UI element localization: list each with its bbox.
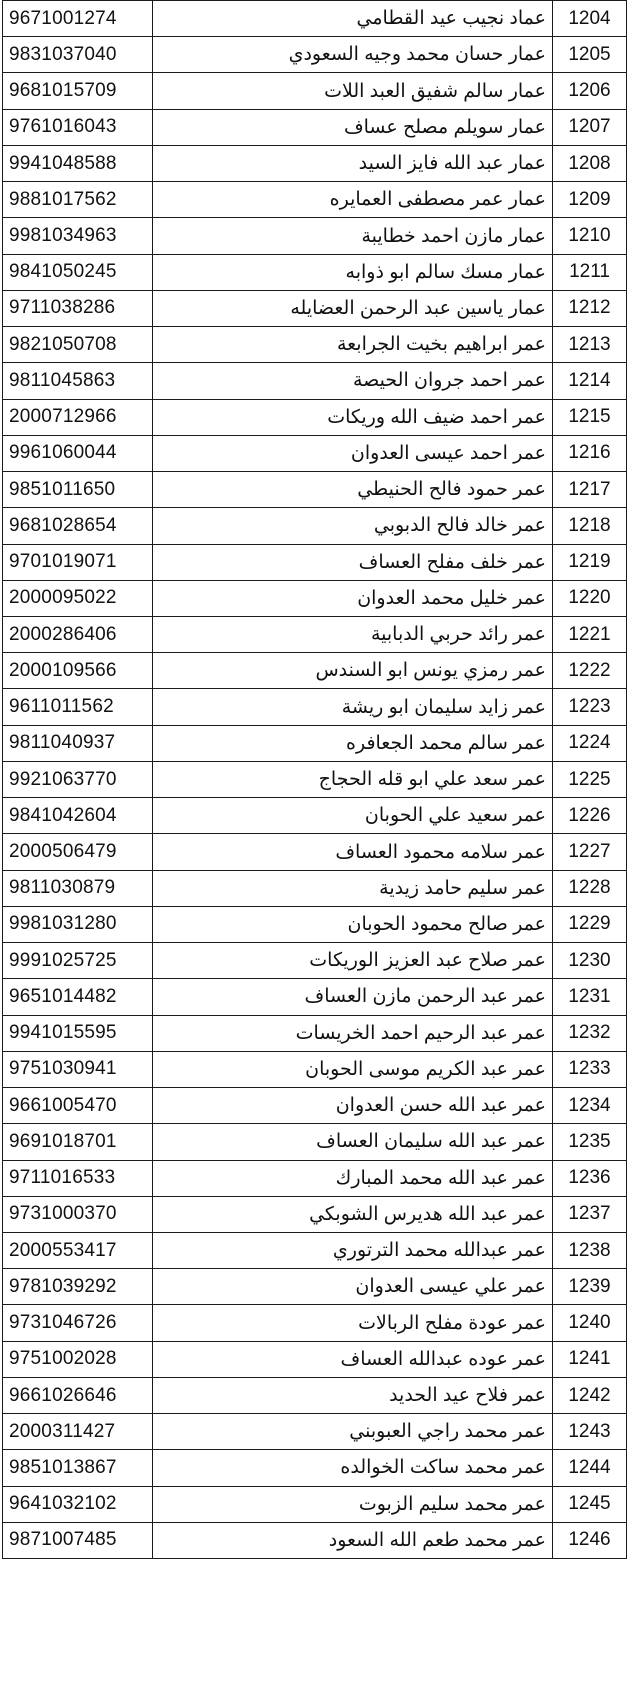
table-row: [3, 1124, 627, 1160]
full-name-cell: عمر محمد راجي العبوبني: [153, 1414, 553, 1450]
serial-number-cell: 1227: [553, 834, 627, 870]
national-id-cell: 9811030879: [3, 870, 153, 906]
table-row: [3, 761, 627, 797]
table-row: [3, 1088, 627, 1124]
full-name-cell: عمر صلاح عبد العزيز الوريكات: [153, 943, 553, 979]
full-name-cell: عمار حسان محمد وجيه السعودي: [153, 37, 553, 73]
serial-number-cell: 1219: [553, 544, 627, 580]
full-name-cell: عمر فلاح عيد الحديد: [153, 1377, 553, 1413]
table-row: [3, 472, 627, 508]
serial-number-cell: 1223: [553, 689, 627, 725]
serial-number-cell: 1217: [553, 472, 627, 508]
serial-number-cell: 1231: [553, 979, 627, 1015]
national-id-cell: 9781039292: [3, 1269, 153, 1305]
full-name-cell: عمار سويلم مصلح عساف: [153, 109, 553, 145]
full-name-cell: عمر عبد الله محمد المبارك: [153, 1160, 553, 1196]
serial-number-cell: 1224: [553, 725, 627, 761]
full-name-cell: عمر رمزي يونس ابو السندس: [153, 653, 553, 689]
table-row: [3, 254, 627, 290]
full-name-cell: عمر علي عيسى العدوان: [153, 1269, 553, 1305]
serial-number-cell: 1210: [553, 218, 627, 254]
serial-number-cell: 1226: [553, 798, 627, 834]
table-row: [3, 1015, 627, 1051]
table-row: [3, 979, 627, 1015]
full-name-cell: عمر محمد ساكت الخوالده: [153, 1450, 553, 1486]
national-id-cell: 9981031280: [3, 906, 153, 942]
table-row: [3, 834, 627, 870]
full-name-cell: عمر عبد الله سليمان العساف: [153, 1124, 553, 1160]
table-row: [3, 363, 627, 399]
national-id-cell: 9611011562: [3, 689, 153, 725]
serial-number-cell: 1213: [553, 327, 627, 363]
full-name-cell: عمر عبد الرحيم احمد الخريسات: [153, 1015, 553, 1051]
document-sheet: [2, 0, 626, 1689]
national-id-cell: 2000095022: [3, 580, 153, 616]
national-id-cell: 9751002028: [3, 1341, 153, 1377]
table-row: [3, 1341, 627, 1377]
table-row: [3, 943, 627, 979]
serial-number-cell: 1243: [553, 1414, 627, 1450]
full-name-cell: عمر صالح محمود الحوبان: [153, 906, 553, 942]
table-row: [3, 1522, 627, 1558]
table-row: [3, 1269, 627, 1305]
table-row: [3, 73, 627, 109]
table-row: [3, 653, 627, 689]
table-row: [3, 580, 627, 616]
national-id-cell: 2000553417: [3, 1232, 153, 1268]
full-name-cell: عمار ياسين عبد الرحمن العضايله: [153, 290, 553, 326]
national-id-cell: 9651014482: [3, 979, 153, 1015]
national-id-cell: 9811040937: [3, 725, 153, 761]
full-name-cell: عمر محمد سليم الزبوت: [153, 1486, 553, 1522]
national-id-cell: 9691018701: [3, 1124, 153, 1160]
national-id-cell: 2000286406: [3, 616, 153, 652]
serial-number-cell: 1241: [553, 1341, 627, 1377]
national-id-cell: 9841042604: [3, 798, 153, 834]
full-name-cell: عمر رائد حربي الدبابية: [153, 616, 553, 652]
serial-number-cell: 1211: [553, 254, 627, 290]
table-row: [3, 616, 627, 652]
table-row: [3, 182, 627, 218]
national-id-cell: 2000109566: [3, 653, 153, 689]
full-name-cell: عمار مازن احمد خطايبة: [153, 218, 553, 254]
national-id-cell: 9941015595: [3, 1015, 153, 1051]
serial-number-cell: 1215: [553, 399, 627, 435]
full-name-cell: عمار سالم شفيق العبد اللات: [153, 73, 553, 109]
serial-number-cell: 1233: [553, 1051, 627, 1087]
serial-number-cell: 1245: [553, 1486, 627, 1522]
table-row: [3, 508, 627, 544]
full-name-cell: عمار عبد الله فايز السيد: [153, 145, 553, 181]
table-row: [3, 399, 627, 435]
serial-number-cell: 1242: [553, 1377, 627, 1413]
table-row: [3, 1377, 627, 1413]
table-row: [3, 290, 627, 326]
national-id-cell: 9731000370: [3, 1196, 153, 1232]
national-id-cell: 9881017562: [3, 182, 153, 218]
table-row: [3, 1232, 627, 1268]
full-name-cell: عمر ابراهيم بخيت الجرابعة: [153, 327, 553, 363]
full-name-cell: عمر عبد الله حسن العدوان: [153, 1088, 553, 1124]
national-id-cell: 9851011650: [3, 472, 153, 508]
full-name-cell: عماد نجيب عيد القطامي: [153, 1, 553, 37]
serial-number-cell: 1208: [553, 145, 627, 181]
serial-number-cell: 1206: [553, 73, 627, 109]
national-id-cell: 9921063770: [3, 761, 153, 797]
full-name-cell: عمر سالم محمد الجعافره: [153, 725, 553, 761]
serial-number-cell: 1230: [553, 943, 627, 979]
serial-number-cell: 1207: [553, 109, 627, 145]
serial-number-cell: 1214: [553, 363, 627, 399]
table-row: [3, 218, 627, 254]
serial-number-cell: 1225: [553, 761, 627, 797]
national-id-cell: 9821050708: [3, 327, 153, 363]
serial-number-cell: 1218: [553, 508, 627, 544]
full-name-cell: عمر محمد طعم الله السعود: [153, 1522, 553, 1558]
table-row: [3, 1, 627, 37]
national-id-cell: 9811045863: [3, 363, 153, 399]
full-name-cell: عمار مسك سالم ابو ذوابه: [153, 254, 553, 290]
serial-number-cell: 1221: [553, 616, 627, 652]
serial-number-cell: 1234: [553, 1088, 627, 1124]
full-name-cell: عمر عبد الكريم موسى الحوبان: [153, 1051, 553, 1087]
full-name-cell: عمر سلامه محمود العساف: [153, 834, 553, 870]
table-row: [3, 1160, 627, 1196]
national-id-cell: 9941048588: [3, 145, 153, 181]
full-name-cell: عمر عوده عبدالله العساف: [153, 1341, 553, 1377]
full-name-cell: عمر خالد فالح الدبوبي: [153, 508, 553, 544]
table-row: [3, 906, 627, 942]
names-table-body: [3, 1, 627, 1559]
national-id-cell: 9731046726: [3, 1305, 153, 1341]
national-id-cell: 9711016533: [3, 1160, 153, 1196]
full-name-cell: عمر عبد الله هديرس الشوبكي: [153, 1196, 553, 1232]
table-row: [3, 689, 627, 725]
serial-number-cell: 1236: [553, 1160, 627, 1196]
full-name-cell: عمر سعيد علي الحوبان: [153, 798, 553, 834]
serial-number-cell: 1240: [553, 1305, 627, 1341]
serial-number-cell: 1228: [553, 870, 627, 906]
national-id-cell: 9961060044: [3, 435, 153, 471]
national-id-cell: 2000712966: [3, 399, 153, 435]
table-row: [3, 870, 627, 906]
serial-number-cell: 1244: [553, 1450, 627, 1486]
full-name-cell: عمر زايد سليمان ابو ريشة: [153, 689, 553, 725]
serial-number-cell: 1237: [553, 1196, 627, 1232]
serial-number-cell: 1222: [553, 653, 627, 689]
serial-number-cell: 1220: [553, 580, 627, 616]
national-id-cell: 9681015709: [3, 73, 153, 109]
table-row: [3, 1414, 627, 1450]
national-id-cell: 2000311427: [3, 1414, 153, 1450]
table-row: [3, 1450, 627, 1486]
full-name-cell: عمر سليم حامد زيدية: [153, 870, 553, 906]
full-name-cell: عمر احمد ضيف الله وريكات: [153, 399, 553, 435]
full-name-cell: عمر سعد علي ابو قله الحجاج: [153, 761, 553, 797]
table-row: [3, 327, 627, 363]
table-row: [3, 37, 627, 73]
serial-number-cell: 1216: [553, 435, 627, 471]
national-id-cell: 9701019071: [3, 544, 153, 580]
full-name-cell: عمر خلف مفلح العساف: [153, 544, 553, 580]
national-id-cell: 9761016043: [3, 109, 153, 145]
table-row: [3, 1051, 627, 1087]
table-row: [3, 798, 627, 834]
national-id-cell: 9711038286: [3, 290, 153, 326]
national-id-cell: 9871007485: [3, 1522, 153, 1558]
national-id-cell: 9851013867: [3, 1450, 153, 1486]
full-name-cell: عمر عودة مفلح الربالات: [153, 1305, 553, 1341]
table-row: [3, 725, 627, 761]
serial-number-cell: 1229: [553, 906, 627, 942]
table-row: [3, 435, 627, 471]
national-id-cell: 9661005470: [3, 1088, 153, 1124]
full-name-cell: عمر حمود فالح الحنيطي: [153, 472, 553, 508]
serial-number-cell: 1212: [553, 290, 627, 326]
serial-number-cell: 1238: [553, 1232, 627, 1268]
serial-number-cell: 1205: [553, 37, 627, 73]
table-row: [3, 1305, 627, 1341]
table-row: [3, 145, 627, 181]
national-id-cell: 9641032102: [3, 1486, 153, 1522]
table-row: [3, 109, 627, 145]
national-id-cell: 9991025725: [3, 943, 153, 979]
table-row: [3, 1486, 627, 1522]
full-name-cell: عمر عبد الرحمن مازن العساف: [153, 979, 553, 1015]
serial-number-cell: 1209: [553, 182, 627, 218]
serial-number-cell: 1246: [553, 1522, 627, 1558]
national-id-cell: 9751030941: [3, 1051, 153, 1087]
table-row: [3, 544, 627, 580]
full-name-cell: عمر عبدالله محمد الترتوري: [153, 1232, 553, 1268]
serial-number-cell: 1204: [553, 1, 627, 37]
national-id-cell: 2000506479: [3, 834, 153, 870]
national-id-cell: 9671001274: [3, 1, 153, 37]
full-name-cell: عمار عمر مصطفى العمايره: [153, 182, 553, 218]
national-id-cell: 9831037040: [3, 37, 153, 73]
national-id-cell: 9841050245: [3, 254, 153, 290]
table-row: [3, 1196, 627, 1232]
national-id-cell: 9661026646: [3, 1377, 153, 1413]
serial-number-cell: 1232: [553, 1015, 627, 1051]
national-id-cell: 9681028654: [3, 508, 153, 544]
national-id-cell: 9981034963: [3, 218, 153, 254]
serial-number-cell: 1235: [553, 1124, 627, 1160]
serial-number-cell: 1239: [553, 1269, 627, 1305]
full-name-cell: عمر خليل محمد العدوان: [153, 580, 553, 616]
full-name-cell: عمر احمد عيسى العدوان: [153, 435, 553, 471]
names-table: [2, 0, 627, 1559]
full-name-cell: عمر احمد جروان الحيصة: [153, 363, 553, 399]
